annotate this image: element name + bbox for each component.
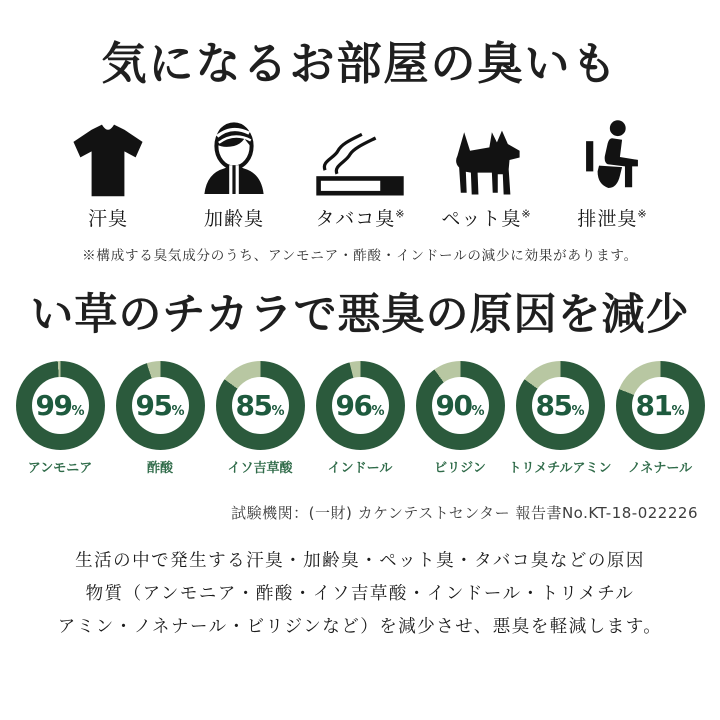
donut-hole (332, 377, 389, 434)
donut-label: トリメチルアミン (508, 461, 612, 476)
odor-types-row (0, 114, 720, 231)
donut-gauge (112, 361, 209, 476)
odor-item-tobacco (311, 114, 409, 231)
odor-label-aging: 加齢臭 (203, 208, 264, 231)
odor-label-sweat: 汗臭 (87, 208, 128, 231)
cigarette-icon (314, 114, 406, 198)
toilet-icon (566, 114, 658, 198)
footnote: ※構成する臭気成分のうち、アンモニア・酢酸・インドールの減少に効果があります。 (82, 248, 638, 265)
donut-label: インドール (327, 461, 393, 476)
donut-percent-value: 95 (135, 389, 172, 422)
donut-percent-sign: % (671, 404, 685, 419)
donut-label: ノネナール (627, 461, 693, 476)
donut-label: 酢酸 (146, 461, 173, 476)
donut-ring (216, 361, 305, 450)
donut-percent-value: 85 (235, 389, 272, 422)
donut-percent-value: 85 (535, 389, 572, 422)
donut-label: アンモニア (27, 461, 93, 476)
donut-percent-value: 81 (635, 389, 672, 422)
donut-gauge (508, 361, 612, 476)
odor-item-pet (437, 114, 535, 231)
donut-percent-sign: % (271, 404, 285, 419)
donut-ring (516, 361, 605, 450)
donut-ring (416, 361, 505, 450)
donut-percent-value: 99 (35, 389, 72, 422)
description-line-1: 生活の中で発生する汗臭・加齢臭・ペット臭・タバコ臭などの原因 (75, 551, 645, 571)
description-paragraph (0, 545, 720, 644)
tshirt-icon (62, 114, 154, 198)
description-line-3: アミン・ノネナール・ビリジンなど）を減少させ、悪臭を軽減します。 (57, 617, 663, 637)
donut-percent-value: 96 (335, 389, 372, 422)
donut-label: ビリジン (434, 461, 486, 476)
donut-hole (32, 377, 89, 434)
donut-hole (132, 377, 189, 434)
donut-row (0, 361, 720, 476)
donut-percent-sign: % (171, 404, 185, 419)
donut-gauge (12, 361, 109, 476)
aging-man-icon (188, 114, 280, 198)
donut-percent-sign: % (471, 404, 485, 419)
donut-ring (16, 361, 105, 450)
test-report-line: 試験機関：(一財) カケンテストセンター 報告書No.KT-18-022226 (231, 504, 698, 522)
donut-percent-sign: % (371, 404, 385, 419)
donut-ring (116, 361, 205, 450)
odor-label-tobacco: タバコ臭※ (315, 207, 405, 231)
donut-percent-sign: % (571, 404, 585, 419)
odor-label-pet: ペット臭※ (441, 207, 531, 231)
donut-gauge (612, 361, 709, 476)
page-title: 気になるお部屋の臭いも (101, 37, 619, 90)
donut-gauge (212, 361, 309, 476)
section-title: い草のチカラで悪臭の原因を減少 (30, 290, 690, 341)
donut-ring (316, 361, 405, 450)
donut-gauge (412, 361, 509, 476)
donut-hole (632, 377, 689, 434)
description-line-2: 物質（アンモニア・酢酸・イソ吉草酸・インドール・トリメチル (85, 584, 635, 604)
odor-label-excretion: 排泄臭※ (577, 207, 647, 231)
donut-ring (616, 361, 705, 450)
odor-item-aging (185, 114, 283, 231)
odor-item-sweat (59, 114, 157, 231)
donut-percent-sign: % (71, 404, 85, 419)
donut-hole (432, 377, 489, 434)
donut-hole (232, 377, 289, 434)
donut-gauge (312, 361, 409, 476)
donut-hole (532, 377, 589, 434)
donut-label: イソ吉草酸 (227, 461, 293, 476)
odor-item-excretion (563, 114, 661, 231)
donut-percent-value: 90 (435, 389, 472, 422)
dog-icon (440, 114, 532, 198)
